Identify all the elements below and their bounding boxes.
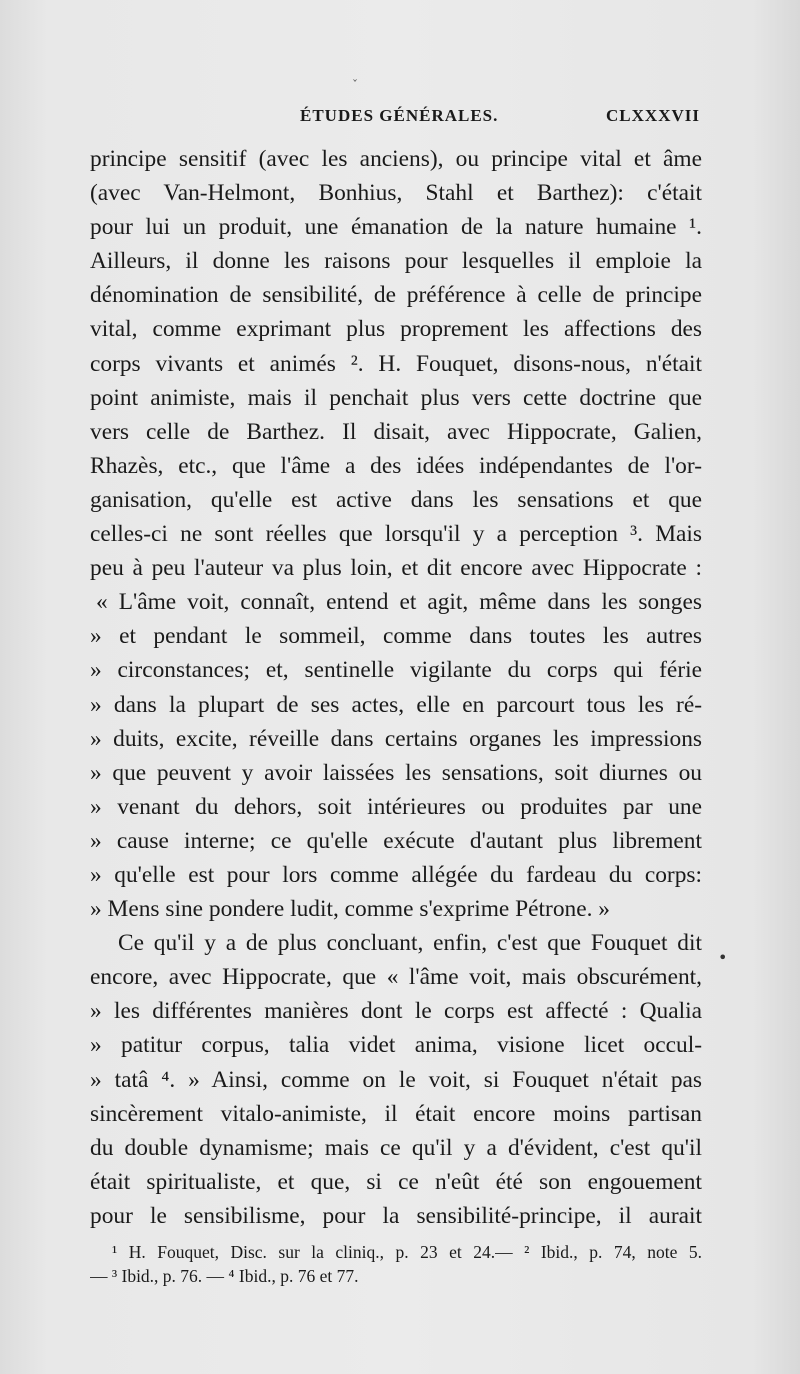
text-line: peu à peu l'auteur va plus loin, et dit encore avec Hippocrate : bbox=[90, 555, 702, 582]
text-line: « L'âme voit, connaît, entend et agit, même dans les songes bbox=[96, 589, 702, 616]
footnote-line: ¹ H. Fouquet, Disc. sur la cliniq., p. 23 et 24.— ² Ibid., p. 74, note 5. bbox=[112, 1242, 702, 1262]
text-line: Rhazès, etc., que l'âme a des idées indépendantes de l'or- bbox=[90, 452, 702, 479]
text-line: était spiritualiste, et que, si ce n'eût été son engouement bbox=[90, 1168, 702, 1195]
text-line: vers celle de Barthez. Il disait, avec Hippocrate, Galien, bbox=[90, 418, 702, 445]
footnotes bbox=[90, 1240, 702, 1288]
text-line: pour lui un produit, une émanation de la nature humaine ¹. bbox=[90, 214, 702, 241]
text-line: corps vivants et animés ². H. Fouquet, disons-nous, n'était bbox=[90, 350, 702, 377]
text-line: » dans la plupart de ses actes, elle en parcourt tous les ré- bbox=[90, 691, 702, 718]
text-line: » les différentes manières dont le corps est affecté : Qualia bbox=[90, 998, 702, 1025]
text-line: » circonstances; et, sentinelle vigilante du corps qui férie bbox=[90, 657, 702, 684]
text-line: » patitur corpus, talia videt anima, visione licet occul- bbox=[90, 1032, 702, 1059]
text-line: vital, comme exprimant plus proprement les affections des bbox=[90, 316, 702, 343]
text-line: » duits, excite, réveille dans certains organes les impressions bbox=[90, 725, 702, 752]
text-line: » venant du dehors, soit intérieures ou produites par une bbox=[90, 793, 702, 820]
text-line: pour le sensibilisme, pour la sensibilité-principe, il aurait bbox=[90, 1202, 702, 1229]
text-line: Ce qu'il y a de plus concluant, enfin, c'est que Fouquet dit bbox=[118, 930, 702, 957]
text-line: » et pendant le sommeil, comme dans toutes les autres bbox=[90, 623, 702, 650]
margin-dot: • bbox=[718, 948, 728, 967]
text-line: point animiste, mais il penchait plus vers cette doctrine que bbox=[90, 384, 702, 411]
text-line: sincèrement vitalo-animiste, il était encore moins partisan bbox=[90, 1100, 702, 1127]
text-line: » tatâ ⁴. » Ainsi, comme on le voit, si Fouquet n'était pas bbox=[90, 1066, 702, 1093]
text-line: » cause interne; ce qu'elle exécute d'autant plus librement bbox=[90, 827, 702, 854]
text-line: » Mens sine pondere ludit, comme s'exprime Pétrone. » bbox=[90, 896, 610, 923]
text-line: du double dynamisme; mais ce qu'il y a d'évident, c'est qu'il bbox=[90, 1134, 702, 1161]
text-line: encore, avec Hippocrate, que « l'âme voit, mais obscurément, bbox=[90, 964, 702, 991]
text-line: Ailleurs, il donne les raisons pour lesquelles il emploie la bbox=[90, 248, 702, 275]
text-line: » qu'elle est pour lors comme allégée du fardeau du corps: bbox=[90, 861, 702, 888]
margin-mark: ˇ bbox=[352, 78, 358, 92]
running-header bbox=[90, 106, 700, 136]
footnote-line: — ³ Ibid., p. 76. — ⁴ Ibid., p. 76 et 77. bbox=[90, 1266, 359, 1286]
text-line: dénomination de sensibilité, de préférence à celle de principe bbox=[90, 282, 702, 309]
text-line: principe sensitif (avec les anciens), ou principe vital et âme bbox=[90, 146, 702, 172]
body-text bbox=[90, 142, 702, 1233]
text-line: (avec Van-Helmont, Bonhius, Stahl et Barthez): c'était bbox=[90, 180, 702, 207]
page-number: CLXXXVII bbox=[606, 106, 700, 125]
running-title: ÉTUDES GÉNÉRALES. bbox=[300, 106, 499, 125]
text-line: » que peuvent y avoir laissées les sensations, soit diurnes ou bbox=[90, 759, 702, 786]
text-line: celles-ci ne sont réelles que lorsqu'il y a perception ³. Mais bbox=[90, 521, 702, 548]
text-line: ganisation, qu'elle est active dans les sensations et que bbox=[90, 486, 702, 513]
